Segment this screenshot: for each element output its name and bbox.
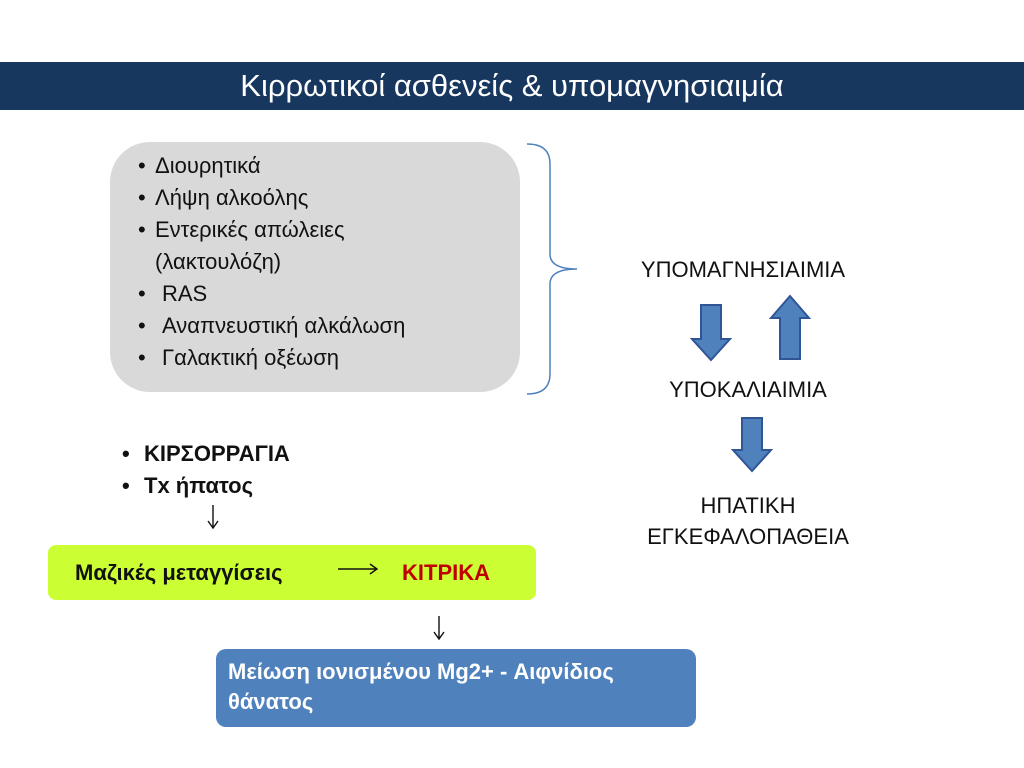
risk-item-text: Τx ήπατος (144, 473, 254, 498)
bullet-dot: • (138, 345, 146, 370)
cause-item-continuation: (λακτουλόζη) (155, 249, 282, 274)
arrow-down-icon (689, 303, 733, 363)
cause-item-text: Διουρητικά (155, 153, 261, 178)
causes-list (138, 150, 518, 374)
bullet-dot: • (138, 185, 146, 210)
hypokalemia-label: ΥΠΟΚΑΛΙΑΙΜΙΑ (669, 377, 827, 402)
slide-title-bar (0, 62, 1024, 110)
hepatic-encephalopathy-label (598, 490, 898, 552)
cause-item (138, 310, 518, 342)
cause-item-text: Λήψη αλκοόλης (155, 185, 309, 210)
outcome-text: Μείωση ιονισμένου Mg2+ - Αιφνίδιος θάνατος (228, 659, 614, 714)
hypomagnesemia-label: ΥΠΟΜΑΓΝΗΣΙΑΙΜΙΑ (640, 257, 846, 282)
cause-item-text: Αναπνευστική αλκάλωση (162, 313, 406, 338)
bullet-dot: • (138, 281, 146, 306)
hepatic-line-2: ΕΓΚΕΦΑΛΟΠΑΘΕΙΑ (647, 524, 849, 549)
right-arrow-icon (337, 562, 379, 576)
cause-item (138, 342, 518, 374)
risk-list (122, 438, 382, 502)
cause-item-text: RAS (162, 281, 208, 306)
cause-item (138, 214, 518, 278)
cause-item (138, 278, 518, 310)
arrow-down-icon (730, 416, 774, 474)
bullet-dot: • (122, 473, 130, 498)
right-brace-icon (525, 142, 585, 397)
cause-item-text: Γαλακτική οξέωση (162, 345, 340, 370)
cause-item-text: Εντερικές απώλειες (155, 217, 345, 242)
bullet-dot: • (122, 441, 130, 466)
bullet-dot: • (138, 217, 146, 242)
arrow-up-icon (768, 294, 812, 362)
hepatic-line-1: ΗΠΑΤΙΚΗ (700, 493, 796, 518)
outcome-box (216, 649, 696, 727)
small-down-arrow-icon (205, 504, 221, 530)
bullet-dot: • (138, 153, 146, 178)
small-down-arrow-icon (431, 615, 447, 641)
risk-item-text: ΚΙΡΣΟΡΡΑΓΙΑ (144, 441, 290, 466)
cause-item (138, 150, 518, 182)
citrate-label: ΚΙΤΡΙΚΑ (402, 560, 490, 585)
risk-item (122, 470, 382, 502)
slide-title: Κιρρωτικοί ασθενείς & υπομαγνησιαιμία (240, 68, 784, 103)
bullet-dot: • (138, 313, 146, 338)
risk-item (122, 438, 382, 470)
cause-item (138, 182, 518, 214)
transfusion-label: Μαζικές μεταγγίσεις (75, 560, 283, 585)
